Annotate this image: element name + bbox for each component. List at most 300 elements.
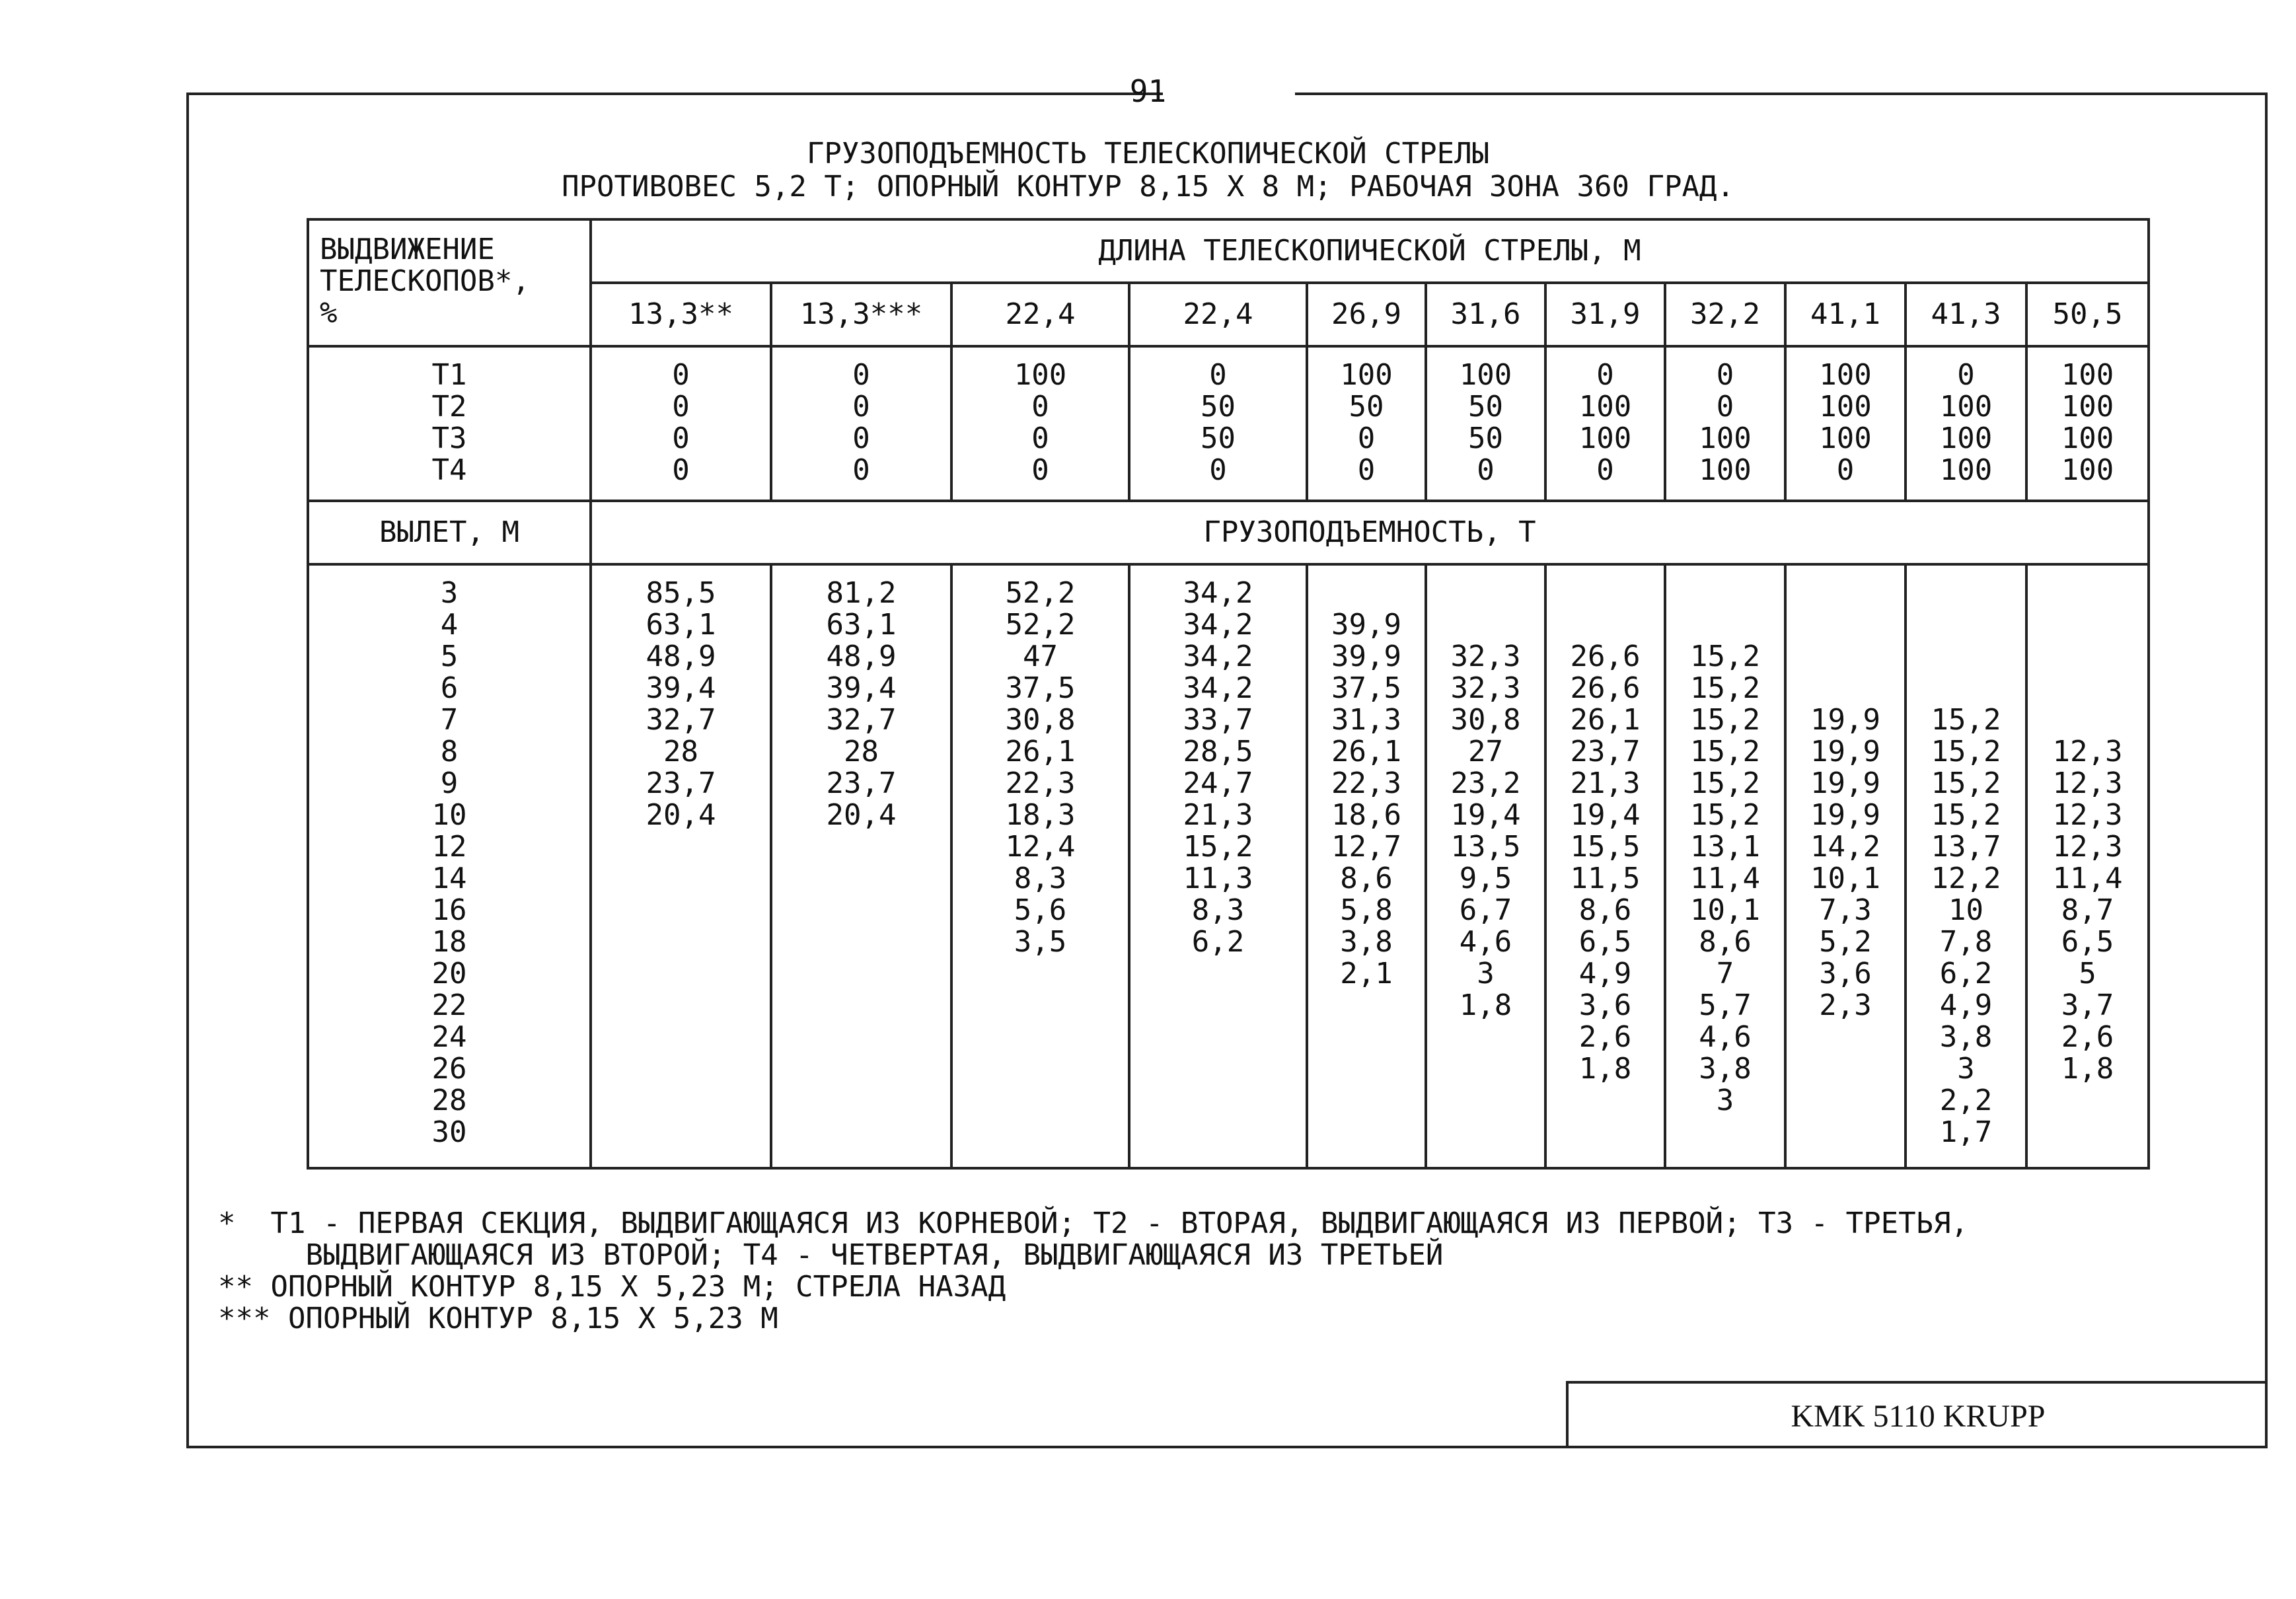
radius-value: 3 xyxy=(440,576,459,610)
boom-length-cell: 13,3** xyxy=(591,283,771,346)
capacity-value: 15,2 xyxy=(1690,766,1760,800)
footnote-2: ** ОПОРНЫЙ КОНТУР 8,15 Х 5,23 М; СТРЕЛА НАЗАД xyxy=(218,1270,1006,1304)
capacity-value: 3,6 xyxy=(1819,957,1872,990)
capacity-column xyxy=(1785,564,1906,1168)
footnote-1: * Т1 - ПЕРВАЯ СЕКЦИЯ, ВЫДВИГАЮЩАЯСЯ ИЗ КОРНЕВОЙ; Т2 - ВТОРАЯ, ВЫДВИГАЮЩАЯСЯ ИЗ ПЕРВОЙ; Т3 - ТРЕТЬЯ, xyxy=(218,1207,1969,1240)
capacity-value: 8,6 xyxy=(1699,925,1752,959)
extension-value: 0 xyxy=(672,422,690,455)
capacity-value: 37,5 xyxy=(1005,671,1076,705)
extension-value: 0 xyxy=(1596,453,1614,487)
footnote-1-cont: ВЫДВИГАЮЩАЯСЯ ИЗ ВТОРОЙ; Т4 - ЧЕТВЕРТАЯ, ВЫДВИГАЮЩАЯСЯ ИЗ ТРЕТЬЕЙ xyxy=(218,1238,1444,1272)
extension-row xyxy=(308,346,2149,501)
capacity-value: 28,5 xyxy=(1183,735,1253,768)
capacity-value: 15,2 xyxy=(1690,703,1760,737)
footnote-3: *** ОПОРНЫЙ КОНТУР 8,15 Х 5,23 М xyxy=(218,1302,778,1335)
capacity-value: 19,9 xyxy=(1810,798,1880,832)
capacity-column xyxy=(1129,564,1307,1168)
radius-value: 14 xyxy=(431,862,467,895)
capacity-column xyxy=(1545,564,1665,1168)
capacity-value: 1,8 xyxy=(1459,988,1512,1022)
capacity-value: 85,5 xyxy=(646,576,716,610)
extension-value: 100 xyxy=(1459,358,1512,392)
capacity-value xyxy=(1427,1022,1544,1053)
extension-value: 100 xyxy=(1340,358,1393,392)
capacity-value xyxy=(2028,673,2147,704)
extension-value: 0 xyxy=(1596,358,1614,392)
extension-value: 0 xyxy=(672,390,690,424)
capacity-value: 3 xyxy=(1477,957,1495,990)
capacity-value: 1,8 xyxy=(1578,1052,1632,1086)
capacity-value: 48,9 xyxy=(646,640,716,673)
capacity-value: 30,8 xyxy=(1005,703,1076,737)
extension-cell xyxy=(1545,346,1665,501)
capacity-value: 20,4 xyxy=(646,798,716,832)
boom-length-cell: 41,3 xyxy=(1906,283,2026,346)
radius-value: 7 xyxy=(440,703,459,737)
capacity-value xyxy=(1907,577,2025,609)
capacity-value xyxy=(592,863,770,895)
capacity-value: 18,6 xyxy=(1331,798,1401,832)
radius-column xyxy=(308,564,591,1168)
capacity-value xyxy=(953,990,1128,1022)
document-stamp: KMK 5110 KRUPP xyxy=(1566,1381,2268,1448)
capacity-value: 15,5 xyxy=(1570,830,1641,864)
table-subtitle: ПРОТИВОВЕС 5,2 Т; ОПОРНЫЙ КОНТУР 8,15 Х 8 М; РАБОЧАЯ ЗОНА 360 ГРАД. xyxy=(562,170,1734,204)
boom-length-cell: 26,9 xyxy=(1307,283,1426,346)
capacity-value xyxy=(1308,577,1425,609)
capacity-value: 15,2 xyxy=(1690,798,1760,832)
extension-value: 0 xyxy=(1031,390,1049,424)
boom-length-cell: 22,4 xyxy=(1129,283,1307,346)
extension-value: 0 xyxy=(1031,422,1049,455)
capacity-value: 12,2 xyxy=(1931,862,2001,895)
extension-cell xyxy=(1665,346,1785,501)
capacity-value: 3,5 xyxy=(1014,925,1067,959)
capacity-value xyxy=(1427,577,1544,609)
capacity-value: 5,6 xyxy=(1014,893,1067,927)
capacity-value: 7 xyxy=(1716,957,1734,990)
capacity-value xyxy=(1130,1117,1306,1148)
capacity-value: 8,6 xyxy=(1578,893,1632,927)
capacity-value xyxy=(1308,990,1425,1022)
capacity-value: 14,2 xyxy=(1810,830,1880,864)
capacity-value xyxy=(1666,577,1784,609)
extension-cell xyxy=(1129,346,1307,501)
extension-value: 0 xyxy=(1716,358,1734,392)
extension-value: 100 xyxy=(1819,358,1872,392)
extension-value: 0 xyxy=(1357,422,1376,455)
capacity-value: 26,1 xyxy=(1005,735,1076,768)
capacity-value xyxy=(1666,609,1784,641)
capacity-value xyxy=(1427,1117,1544,1148)
extension-value: 100 xyxy=(1819,390,1872,424)
capacity-value: 19,4 xyxy=(1450,798,1521,832)
extension-value: 0 xyxy=(852,422,870,455)
capacity-value: 3,8 xyxy=(1340,925,1393,959)
radius-value: 26 xyxy=(431,1052,467,1086)
capacity-value xyxy=(953,1022,1128,1053)
capacity-value xyxy=(1130,1022,1306,1053)
capacity-value: 19,9 xyxy=(1810,766,1880,800)
capacity-column xyxy=(771,564,951,1168)
capacity-value: 12,3 xyxy=(2052,735,2123,768)
extension-value: 0 xyxy=(852,358,870,392)
capacity-value xyxy=(953,1053,1128,1085)
capacity-value: 19,9 xyxy=(1810,735,1880,768)
capacity-value: 8,6 xyxy=(1340,862,1393,895)
capacity-value xyxy=(1547,577,1664,609)
boom-length-cell: 31,9 xyxy=(1545,283,1665,346)
capacity-value xyxy=(772,990,950,1022)
capacity-value xyxy=(1130,990,1306,1022)
extension-value: 100 xyxy=(2061,453,2114,487)
capacity-column xyxy=(1307,564,1426,1168)
capacity-value: 13,7 xyxy=(1931,830,2001,864)
capacity-value xyxy=(2028,1085,2147,1117)
extension-value: 0 xyxy=(672,453,690,487)
capacity-value xyxy=(1787,673,1904,704)
capacity-value: 5 xyxy=(2079,957,2096,990)
capacity-value: 3,8 xyxy=(1699,1052,1752,1086)
capacity-value xyxy=(1547,609,1664,641)
capacity-value: 23,7 xyxy=(826,766,897,800)
capacity-value xyxy=(1907,609,2025,641)
capacity-value: 10,1 xyxy=(1690,893,1760,927)
capacity-value: 15,2 xyxy=(1931,766,2001,800)
capacity-value: 15,2 xyxy=(1690,671,1760,705)
extension-value: 0 xyxy=(1357,453,1376,487)
capacity-value: 81,2 xyxy=(826,576,897,610)
capacity-value: 6,7 xyxy=(1459,893,1512,927)
capacity-value xyxy=(1787,609,1904,641)
capacity-value: 32,3 xyxy=(1450,640,1521,673)
capacity-value: 15,2 xyxy=(1931,703,2001,737)
capacity-value xyxy=(592,1085,770,1117)
capacity-value xyxy=(1308,1053,1425,1085)
capacity-value xyxy=(1666,1117,1784,1148)
capacity-value xyxy=(1787,1085,1904,1117)
capacity-value: 4,6 xyxy=(1699,1020,1752,1054)
capacity-column xyxy=(2026,564,2149,1168)
extension-value: 0 xyxy=(1957,358,1975,392)
capacity-value: 39,9 xyxy=(1331,608,1401,642)
capacity-value: 11,3 xyxy=(1183,862,1253,895)
capacity-value xyxy=(1907,641,2025,673)
radius-value: 18 xyxy=(431,925,467,959)
capacity-value: 32,3 xyxy=(1450,671,1521,705)
capacity-value xyxy=(1130,1053,1306,1085)
extension-value: 0 xyxy=(1209,453,1227,487)
extension-value: 100 xyxy=(1699,453,1752,487)
capacity-value: 15,2 xyxy=(1183,830,1253,864)
capacity-column xyxy=(1906,564,2026,1168)
capacity-value xyxy=(1427,1085,1544,1117)
capacity-value: 15,2 xyxy=(1690,735,1760,768)
capacity-value: 13,1 xyxy=(1690,830,1760,864)
capacity-value xyxy=(1907,673,2025,704)
page-number: 91 xyxy=(1129,73,1167,109)
capacity-value: 12,3 xyxy=(2052,766,2123,800)
boom-length-cell: 13,3*** xyxy=(771,283,951,346)
capacity-value: 18,3 xyxy=(1005,798,1076,832)
capacity-value: 6,2 xyxy=(1191,925,1245,959)
capacity-value: 12,3 xyxy=(2052,798,2123,832)
capacity-value: 26,1 xyxy=(1331,735,1401,768)
extension-cell xyxy=(951,346,1129,501)
capacity-value: 3,8 xyxy=(1939,1020,1993,1054)
capacity-value: 31,3 xyxy=(1331,703,1401,737)
radius-header: ВЫЛЕТ, М xyxy=(308,501,591,564)
capacity-value xyxy=(2028,1117,2147,1148)
capacity-value xyxy=(953,958,1128,990)
extension-value: 100 xyxy=(1939,453,1993,487)
capacity-value: 11,4 xyxy=(2052,862,2123,895)
capacity-value: 21,3 xyxy=(1183,798,1253,832)
capacity-value xyxy=(1787,577,1904,609)
capacity-value: 2,2 xyxy=(1939,1084,1993,1117)
boom-length-cell: 41,1 xyxy=(1785,283,1906,346)
capacity-value: 6,5 xyxy=(1578,925,1632,959)
capacity-value: 8,3 xyxy=(1014,862,1067,895)
extension-header: ВЫДВИЖЕНИЕ ТЕЛЕСКОПОВ*, % xyxy=(308,219,591,346)
capacity-value: 48,9 xyxy=(826,640,897,673)
capacity-value xyxy=(592,1022,770,1053)
capacity-value: 32,7 xyxy=(826,703,897,737)
capacity-value xyxy=(953,1117,1128,1148)
capacity-value xyxy=(592,990,770,1022)
radius-value: 8 xyxy=(440,735,459,768)
capacity-value xyxy=(772,1085,950,1117)
capacity-value: 5,8 xyxy=(1340,893,1393,927)
capacity-value: 63,1 xyxy=(646,608,716,642)
capacity-header: ГРУЗОПОДЪЕМНОСТЬ, Т xyxy=(591,501,2149,564)
extension-value: 0 xyxy=(1836,453,1855,487)
capacity-value: 28 xyxy=(844,735,879,768)
capacity-value xyxy=(772,926,950,958)
capacity-column xyxy=(951,564,1129,1168)
capacity-value xyxy=(772,863,950,895)
extension-value: 0 xyxy=(852,453,870,487)
capacity-value xyxy=(592,895,770,926)
capacity-value: 23,2 xyxy=(1450,766,1521,800)
radius-value: 6 xyxy=(440,671,459,705)
extension-cell xyxy=(1785,346,1906,501)
radius-value: 22 xyxy=(431,988,467,1022)
capacity-value xyxy=(772,831,950,863)
capacity-value: 39,9 xyxy=(1331,640,1401,673)
capacity-value: 5,2 xyxy=(1819,925,1872,959)
radius-value: 10 xyxy=(431,798,467,832)
capacity-value: 1,8 xyxy=(2061,1052,2114,1086)
extension-value: 100 xyxy=(1939,390,1993,424)
radius-value: 4 xyxy=(440,608,459,642)
extension-value: 100 xyxy=(1819,422,1872,455)
table-title: ГРУЗОПОДЪЕМНОСТЬ ТЕЛЕСКОПИЧЕСКОЙ СТРЕЛЫ xyxy=(806,137,1490,170)
capacity-value: 23,7 xyxy=(646,766,716,800)
capacity-value: 8,7 xyxy=(2061,893,2114,927)
capacity-value xyxy=(1787,1053,1904,1085)
capacity-value xyxy=(1130,1085,1306,1117)
capacity-value xyxy=(953,1085,1128,1117)
capacity-value xyxy=(1547,1085,1664,1117)
capacity-value: 4,9 xyxy=(1939,988,1993,1022)
capacity-value: 13,5 xyxy=(1450,830,1521,864)
capacity-value: 3 xyxy=(1957,1052,1975,1086)
capacity-value: 6,2 xyxy=(1939,957,1993,990)
capacity-value xyxy=(1547,1117,1664,1148)
radius-value: 12 xyxy=(431,830,467,864)
capacity-value: 34,2 xyxy=(1183,671,1253,705)
capacity-value: 28 xyxy=(663,735,698,768)
radius-value: 9 xyxy=(440,766,459,800)
capacity-value: 26,6 xyxy=(1570,640,1641,673)
capacity-value xyxy=(592,1053,770,1085)
capacity-value: 63,1 xyxy=(826,608,897,642)
capacity-value xyxy=(772,1053,950,1085)
extension-value: 50 xyxy=(1201,422,1236,455)
extension-value: 100 xyxy=(2061,390,2114,424)
capacity-value: 22,3 xyxy=(1331,766,1401,800)
capacity-value: 3,7 xyxy=(2061,988,2114,1022)
extension-cell xyxy=(1426,346,1545,501)
capacity-row xyxy=(308,564,2149,1168)
capacity-value: 12,4 xyxy=(1005,830,1076,864)
capacity-value xyxy=(1787,1022,1904,1053)
capacity-value: 12,3 xyxy=(2052,830,2123,864)
capacity-value xyxy=(2028,609,2147,641)
sections-cell: Т1 Т2 Т3 Т4 xyxy=(308,346,591,501)
boom-length-cell: 31,6 xyxy=(1426,283,1545,346)
capacity-value xyxy=(2028,577,2147,609)
capacity-value: 7,8 xyxy=(1939,925,1993,959)
footnotes xyxy=(218,1208,1968,1335)
capacity-value xyxy=(2028,704,2147,736)
capacity-value xyxy=(592,1117,770,1148)
capacity-value: 39,4 xyxy=(826,671,897,705)
capacity-value: 52,2 xyxy=(1005,608,1076,642)
capacity-value: 2,6 xyxy=(2061,1020,2114,1054)
extension-value: 100 xyxy=(2061,358,2114,392)
extension-value: 100 xyxy=(1014,358,1067,392)
extension-value: 100 xyxy=(1578,422,1632,455)
capacity-value xyxy=(1787,1117,1904,1148)
boom-length-cell: 50,5 xyxy=(2026,283,2149,346)
extension-value: 0 xyxy=(1031,453,1049,487)
radius-value: 28 xyxy=(431,1084,467,1117)
extension-value: 0 xyxy=(672,358,690,392)
capacity-value: 37,5 xyxy=(1331,671,1401,705)
extension-cell xyxy=(771,346,951,501)
capacity-value: 21,3 xyxy=(1570,766,1641,800)
extension-value: 50 xyxy=(1349,390,1384,424)
capacity-value: 22,3 xyxy=(1005,766,1076,800)
capacity-value: 33,7 xyxy=(1183,703,1253,737)
extension-value: 0 xyxy=(1209,358,1227,392)
capacity-column xyxy=(1426,564,1545,1168)
capacity-value xyxy=(772,1117,950,1148)
boom-length-cell: 22,4 xyxy=(951,283,1129,346)
capacity-value: 11,4 xyxy=(1690,862,1760,895)
capacity-value: 2,1 xyxy=(1340,957,1393,990)
capacity-column xyxy=(1665,564,1785,1168)
capacity-value: 9,5 xyxy=(1459,862,1512,895)
capacity-value: 15,2 xyxy=(1931,798,2001,832)
capacity-value: 4,6 xyxy=(1459,925,1512,959)
capacity-value: 19,9 xyxy=(1810,703,1880,737)
capacity-value: 26,6 xyxy=(1570,671,1641,705)
capacity-value: 2,6 xyxy=(1578,1020,1632,1054)
capacity-value: 26,1 xyxy=(1570,703,1641,737)
capacity-value: 20,4 xyxy=(826,798,897,832)
boom-length-header: ДЛИНА ТЕЛЕСКОПИЧЕСКОЙ СТРЕЛЫ, М xyxy=(591,219,2149,283)
capacity-value xyxy=(1787,641,1904,673)
extension-value: 50 xyxy=(1468,390,1503,424)
extension-value: 100 xyxy=(2061,422,2114,455)
capacity-value: 30,8 xyxy=(1450,703,1521,737)
capacity-value xyxy=(1427,609,1544,641)
capacity-value: 34,2 xyxy=(1183,576,1253,610)
extension-value: 0 xyxy=(1477,453,1495,487)
capacity-value: 32,7 xyxy=(646,703,716,737)
boom-length-cell: 32,2 xyxy=(1665,283,1785,346)
capacity-value: 34,2 xyxy=(1183,608,1253,642)
capacity-value: 24,7 xyxy=(1183,766,1253,800)
capacity-value xyxy=(772,958,950,990)
capacity-value xyxy=(1130,958,1306,990)
radius-value: 20 xyxy=(431,957,467,990)
extension-value: 100 xyxy=(1939,422,1993,455)
extension-value: 50 xyxy=(1201,390,1236,424)
capacity-value: 3 xyxy=(1716,1084,1734,1117)
capacity-value xyxy=(592,926,770,958)
capacity-value xyxy=(2028,641,2147,673)
radius-value: 5 xyxy=(440,640,459,673)
extension-value: 100 xyxy=(1699,422,1752,455)
capacity-value: 39,4 xyxy=(646,671,716,705)
capacity-value: 1,7 xyxy=(1939,1115,1993,1149)
extension-cell xyxy=(1307,346,1426,501)
capacity-value: 52,2 xyxy=(1005,576,1076,610)
extension-value: 100 xyxy=(1578,390,1632,424)
extension-value: 50 xyxy=(1468,422,1503,455)
capacity-value: 15,2 xyxy=(1931,735,2001,768)
capacity-value: 15,2 xyxy=(1690,640,1760,673)
capacity-value xyxy=(772,1022,950,1053)
load-capacity-table xyxy=(307,218,2150,1170)
capacity-value xyxy=(1308,1085,1425,1117)
capacity-value: 27 xyxy=(1468,735,1503,768)
capacity-value xyxy=(592,831,770,863)
capacity-value: 4,9 xyxy=(1578,957,1632,990)
capacity-value: 11,5 xyxy=(1570,862,1641,895)
extension-cell xyxy=(591,346,771,501)
radius-value: 16 xyxy=(431,893,467,927)
capacity-value: 10,1 xyxy=(1810,862,1880,895)
capacity-value: 12,7 xyxy=(1331,830,1401,864)
extension-value: 0 xyxy=(1716,390,1734,424)
extension-cell xyxy=(1906,346,2026,501)
capacity-value: 2,3 xyxy=(1819,988,1872,1022)
capacity-value xyxy=(1308,1117,1425,1148)
capacity-value: 23,7 xyxy=(1570,735,1641,768)
extension-cell xyxy=(2026,346,2149,501)
capacity-value xyxy=(1427,1053,1544,1085)
capacity-value: 10 xyxy=(1948,893,1983,927)
radius-value: 24 xyxy=(431,1020,467,1054)
capacity-value: 6,5 xyxy=(2061,925,2114,959)
capacity-value xyxy=(772,895,950,926)
capacity-value: 19,4 xyxy=(1570,798,1641,832)
